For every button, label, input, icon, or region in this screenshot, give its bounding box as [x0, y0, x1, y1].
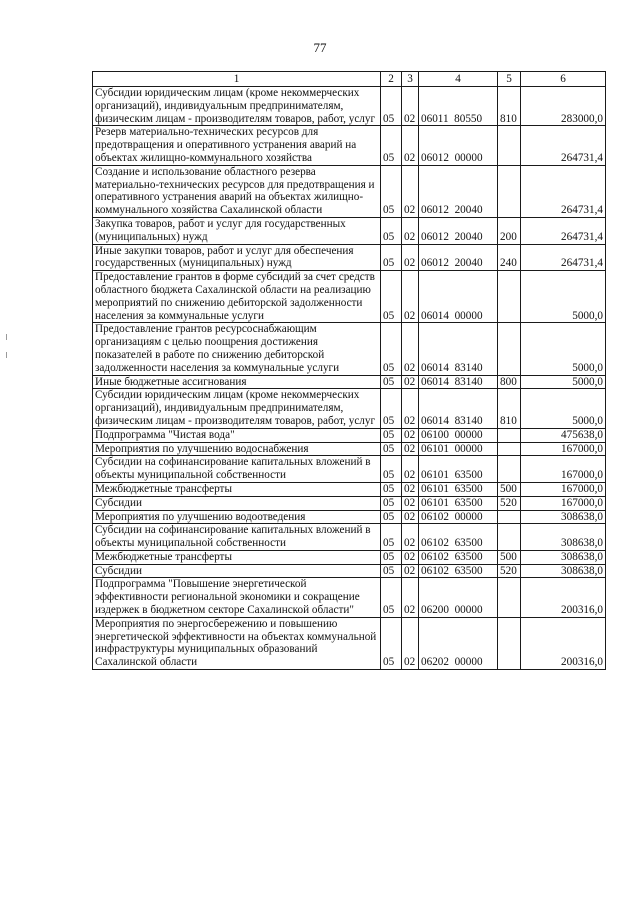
row-subsection: 02 — [402, 617, 419, 669]
table-row — [93, 217, 606, 244]
row-name: Предоставление грантов в форме субсидий за счет средств областного бюджета Сахалинской области на реализацию мероприятий по снижению дебиторской задолженности населения за коммунальные услуги — [93, 271, 381, 323]
row-expense-type — [498, 271, 521, 323]
row-amount: 200316,0 — [521, 617, 606, 669]
row-amount: 308638,0 — [521, 564, 606, 578]
row-section: 05 — [381, 217, 402, 244]
row-target-code: 06011 80550 — [419, 87, 498, 126]
row-name: Закупка товаров, работ и услуг для государственных (муниципальных) нужд — [93, 217, 381, 244]
row-target-code: 06102 63500 — [419, 524, 498, 551]
table-row — [93, 87, 606, 126]
row-expense-type: 500 — [498, 482, 521, 496]
row-target-code: 06014 83140 — [419, 389, 498, 428]
row-target-code: 06014 83140 — [419, 375, 498, 389]
table-row — [93, 244, 606, 271]
row-subsection: 02 — [402, 244, 419, 271]
scan-edge-mark — [6, 334, 7, 340]
row-expense-type: 810 — [498, 389, 521, 428]
row-subsection: 02 — [402, 578, 419, 617]
row-expense-type: 800 — [498, 375, 521, 389]
row-expense-type — [498, 456, 521, 483]
table-row — [93, 578, 606, 617]
row-subsection: 02 — [402, 323, 419, 375]
row-name: Иные закупки товаров, работ и услуг для обеспечения государственных (муниципальных) нужд — [93, 244, 381, 271]
row-target-code: 06012 20040 — [419, 217, 498, 244]
row-section: 05 — [381, 375, 402, 389]
row-amount: 167000,0 — [521, 456, 606, 483]
row-section: 05 — [381, 456, 402, 483]
row-subsection: 02 — [402, 428, 419, 442]
row-amount: 5000,0 — [521, 323, 606, 375]
row-amount: 308638,0 — [521, 510, 606, 524]
row-subsection: 02 — [402, 482, 419, 496]
row-amount: 264731,4 — [521, 126, 606, 165]
row-subsection: 02 — [402, 375, 419, 389]
row-name: Подпрограмма "Чистая вода" — [93, 428, 381, 442]
table-row — [93, 375, 606, 389]
row-expense-type: 200 — [498, 217, 521, 244]
row-expense-type — [498, 617, 521, 669]
budget-table — [92, 71, 606, 670]
row-section: 05 — [381, 578, 402, 617]
row-name: Резерв материально-технических ресурсов для предотвращения и оперативного устранения аварий на объектах жилищно-коммунального хозяйства — [93, 126, 381, 165]
row-expense-type: 500 — [498, 550, 521, 564]
row-section: 05 — [381, 510, 402, 524]
row-subsection: 02 — [402, 456, 419, 483]
row-subsection: 02 — [402, 510, 419, 524]
row-target-code: 06012 20040 — [419, 165, 498, 217]
row-subsection: 02 — [402, 165, 419, 217]
column-header-target-code: 4 — [419, 72, 498, 87]
row-section: 05 — [381, 617, 402, 669]
row-section: 05 — [381, 244, 402, 271]
row-section: 05 — [381, 165, 402, 217]
row-subsection: 02 — [402, 564, 419, 578]
row-amount: 5000,0 — [521, 271, 606, 323]
row-subsection: 02 — [402, 496, 419, 510]
row-name: Предоставление грантов ресурсоснабжающим организациям с целью поощрения достижения показателей в работе по снижению дебиторской задолженности населения за коммунальные услуги — [93, 323, 381, 375]
row-target-code: 06101 00000 — [419, 442, 498, 456]
row-name: Субсидии — [93, 564, 381, 578]
row-subsection: 02 — [402, 217, 419, 244]
row-subsection: 02 — [402, 271, 419, 323]
row-target-code: 06101 63500 — [419, 496, 498, 510]
row-name: Мероприятия по улучшению водоотведения — [93, 510, 381, 524]
row-name: Создание и использование областного резерва материально-технических ресурсов для предотвращения и оперативного устранения аварий на объектах жилищно-коммунального хозяйства Сахалинской области — [93, 165, 381, 217]
row-target-code: 06102 63500 — [419, 550, 498, 564]
row-amount: 200316,0 — [521, 578, 606, 617]
table-row — [93, 482, 606, 496]
row-name: Подпрограмма "Повышение энергетической эффективности региональной экономики и сокращение издержек в бюджетном секторе Сахалинской области" — [93, 578, 381, 617]
row-amount: 5000,0 — [521, 375, 606, 389]
row-expense-type — [498, 428, 521, 442]
column-header-name: 1 — [93, 72, 381, 87]
row-subsection: 02 — [402, 524, 419, 551]
row-expense-type — [498, 578, 521, 617]
table-row — [93, 510, 606, 524]
row-subsection: 02 — [402, 87, 419, 126]
row-target-code: 06012 20040 — [419, 244, 498, 271]
table-row — [93, 550, 606, 564]
row-section: 05 — [381, 428, 402, 442]
row-target-code: 06014 83140 — [419, 323, 498, 375]
column-header-subsection: 3 — [402, 72, 419, 87]
row-expense-type: 520 — [498, 564, 521, 578]
row-subsection: 02 — [402, 389, 419, 428]
row-target-code: 06102 63500 — [419, 564, 498, 578]
row-name: Субсидии юридическим лицам (кроме некоммерческих организаций), индивидуальным предпринимателям, физическим лицам - производителям товаров, работ, услуг — [93, 389, 381, 428]
row-target-code: 06102 00000 — [419, 510, 498, 524]
row-target-code: 06012 00000 — [419, 126, 498, 165]
row-amount: 167000,0 — [521, 496, 606, 510]
row-subsection: 02 — [402, 126, 419, 165]
page-number: 77 — [313, 40, 327, 55]
row-expense-type — [498, 165, 521, 217]
row-name: Иные бюджетные ассигнования — [93, 375, 381, 389]
row-expense-type — [498, 442, 521, 456]
row-name: Мероприятия по улучшению водоснабжения — [93, 442, 381, 456]
row-expense-type — [498, 323, 521, 375]
row-section: 05 — [381, 389, 402, 428]
table-row — [93, 271, 606, 323]
row-section: 05 — [381, 550, 402, 564]
row-amount: 264731,4 — [521, 244, 606, 271]
row-target-code: 06202 00000 — [419, 617, 498, 669]
row-subsection: 02 — [402, 550, 419, 564]
row-target-code: 06200 00000 — [419, 578, 498, 617]
row-amount: 167000,0 — [521, 442, 606, 456]
row-expense-type: 520 — [498, 496, 521, 510]
table-row — [93, 564, 606, 578]
table-row — [93, 389, 606, 428]
column-header-expense-type: 5 — [498, 72, 521, 87]
row-name: Межбюджетные трансферты — [93, 482, 381, 496]
row-expense-type — [498, 524, 521, 551]
row-name: Мероприятия по энергосбережению и повышению энергетической эффективности на объектах коммунальной инфраструктуры муниципальных образований Сахалинской области — [93, 617, 381, 669]
row-amount: 264731,4 — [521, 165, 606, 217]
row-name: Субсидии — [93, 496, 381, 510]
row-expense-type — [498, 126, 521, 165]
table-row — [93, 456, 606, 483]
table-row — [93, 126, 606, 165]
row-name: Межбюджетные трансферты — [93, 550, 381, 564]
row-amount: 308638,0 — [521, 524, 606, 551]
table-row — [93, 496, 606, 510]
row-section: 05 — [381, 482, 402, 496]
scan-edge-mark — [6, 352, 7, 358]
table-row — [93, 165, 606, 217]
row-target-code: 06014 00000 — [419, 271, 498, 323]
row-expense-type: 240 — [498, 244, 521, 271]
row-name: Субсидии юридическим лицам (кроме некоммерческих организаций), индивидуальным предпринимателям, физическим лицам - производителям товаров, работ, услуг — [93, 87, 381, 126]
row-expense-type: 810 — [498, 87, 521, 126]
row-amount: 475638,0 — [521, 428, 606, 442]
table-row — [93, 617, 606, 669]
row-amount: 283000,0 — [521, 87, 606, 126]
column-header-amount: 6 — [521, 72, 606, 87]
row-section: 05 — [381, 442, 402, 456]
row-section: 05 — [381, 323, 402, 375]
row-expense-type — [498, 510, 521, 524]
table-row — [93, 428, 606, 442]
row-section: 05 — [381, 87, 402, 126]
row-name: Субсидии на софинансирование капитальных вложений в объекты муниципальной собственности — [93, 524, 381, 551]
table-row — [93, 442, 606, 456]
table-row — [93, 524, 606, 551]
row-amount: 308638,0 — [521, 550, 606, 564]
row-section: 05 — [381, 496, 402, 510]
column-header-section: 2 — [381, 72, 402, 87]
header-row — [93, 72, 606, 87]
row-amount: 167000,0 — [521, 482, 606, 496]
table-body — [93, 87, 606, 670]
row-name: Субсидии на софинансирование капитальных вложений в объекты муниципальной собственности — [93, 456, 381, 483]
row-target-code: 06100 00000 — [419, 428, 498, 442]
row-section: 05 — [381, 524, 402, 551]
row-subsection: 02 — [402, 442, 419, 456]
row-section: 05 — [381, 271, 402, 323]
row-section: 05 — [381, 564, 402, 578]
row-section: 05 — [381, 126, 402, 165]
table-row — [93, 323, 606, 375]
row-target-code: 06101 63500 — [419, 456, 498, 483]
row-target-code: 06101 63500 — [419, 482, 498, 496]
row-amount: 264731,4 — [521, 217, 606, 244]
row-amount: 5000,0 — [521, 389, 606, 428]
